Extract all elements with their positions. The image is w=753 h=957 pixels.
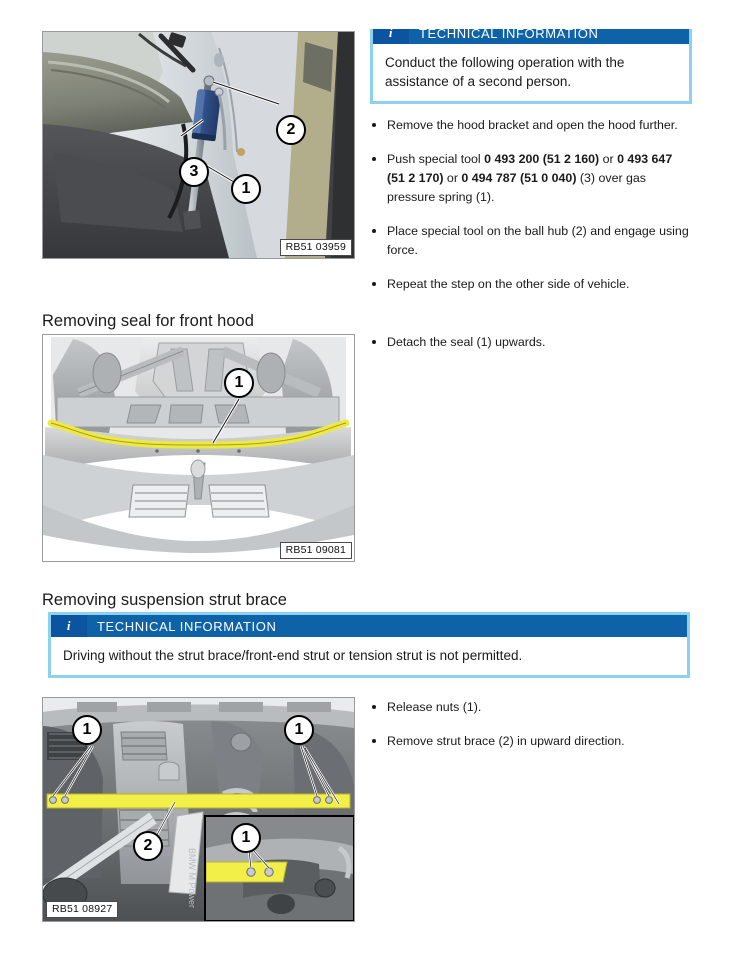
list-item [370,732,692,751]
note-header [373,29,689,44]
bullet-text-part: (3) over gas pressure spring (1). [387,171,647,204]
figure-strut-brace-container [42,697,355,922]
list-item [370,698,692,717]
technical-information-note-strut [48,612,690,678]
callout-balloon-2: 2 [133,831,163,861]
bullet-text: Detach the seal (1) upwards. [387,335,546,349]
list-item [370,333,692,352]
section-2-instructions [370,333,692,367]
callout-balloon-3: 3 [179,157,209,187]
note-box [48,612,690,678]
section-1-instructions [370,116,692,309]
page-title-removing-seal: Removing seal for front hood [42,312,254,330]
bullet-text: Release nuts (1). [387,700,482,714]
callout-balloon-1-inset: 1 [231,823,261,853]
section-3-instructions [370,698,692,766]
special-tool-number-1: 0 493 200 (51 2 160) [484,152,600,166]
svg-text:BMW M Power: BMW M Power [187,848,197,909]
note-box [370,29,692,104]
list-item [370,116,692,135]
callout-balloon-1-right: 1 [284,715,314,745]
bullet-list [370,116,692,294]
callout-balloon-1: 1 [224,368,254,398]
callout-balloon-1-left: 1 [72,715,102,745]
figure-gas-spring-container [42,31,355,259]
figure-front-seal-container [42,334,355,562]
list-item [370,222,692,260]
special-tool-number-3: 0 494 787 (51 0 040) [461,171,577,185]
figure-front-seal [42,334,355,562]
figure-caption: RB51 09081 [280,542,352,559]
figure-caption: RB51 03959 [280,239,352,256]
figure-gas-spring [42,31,355,259]
bullet-text: Remove the hood bracket and open the hood further. [387,118,678,132]
page-title-removing-strut-brace: Removing suspension strut brace [42,591,287,609]
list-item [370,150,692,207]
bullet-list [370,333,692,352]
special-tool-number-2: 0 493 647 (51 2 170) [387,152,673,185]
bullet-list [370,698,692,751]
figure-strut-brace [42,697,355,922]
bullet-text-part: or [599,152,618,166]
bullet-text-part: Push special tool [387,152,485,166]
note-body-text: Conduct the following operation with the assistance of a second person. [373,44,689,101]
list-item [370,275,692,294]
bullet-text: Remove strut brace (2) in upward direction. [387,734,625,748]
note-header-label: TECHNICAL INFORMATION [419,29,599,41]
bullet-text-part: or [443,171,462,185]
figure-gas-spring-artwork [43,32,354,258]
bullet-text: Repeat the step on the other side of vehicle. [387,277,630,291]
callout-balloon-2: 2 [276,115,306,145]
note-body-text: Driving without the strut brace/front-end strut or tension strut is not permitted. [51,637,687,675]
callout-balloon-1: 1 [231,174,261,204]
technical-information-note-top [370,29,692,104]
note-header-label: TECHNICAL INFORMATION [97,618,277,634]
bullet-text: Place special tool on the ball hub (2) and engage using force. [387,224,689,257]
info-icon: i [373,29,409,44]
figure-front-seal-artwork [43,335,354,561]
note-header [51,615,687,637]
figure-caption: RB51 08927 [46,901,118,918]
info-icon: i [51,615,87,637]
